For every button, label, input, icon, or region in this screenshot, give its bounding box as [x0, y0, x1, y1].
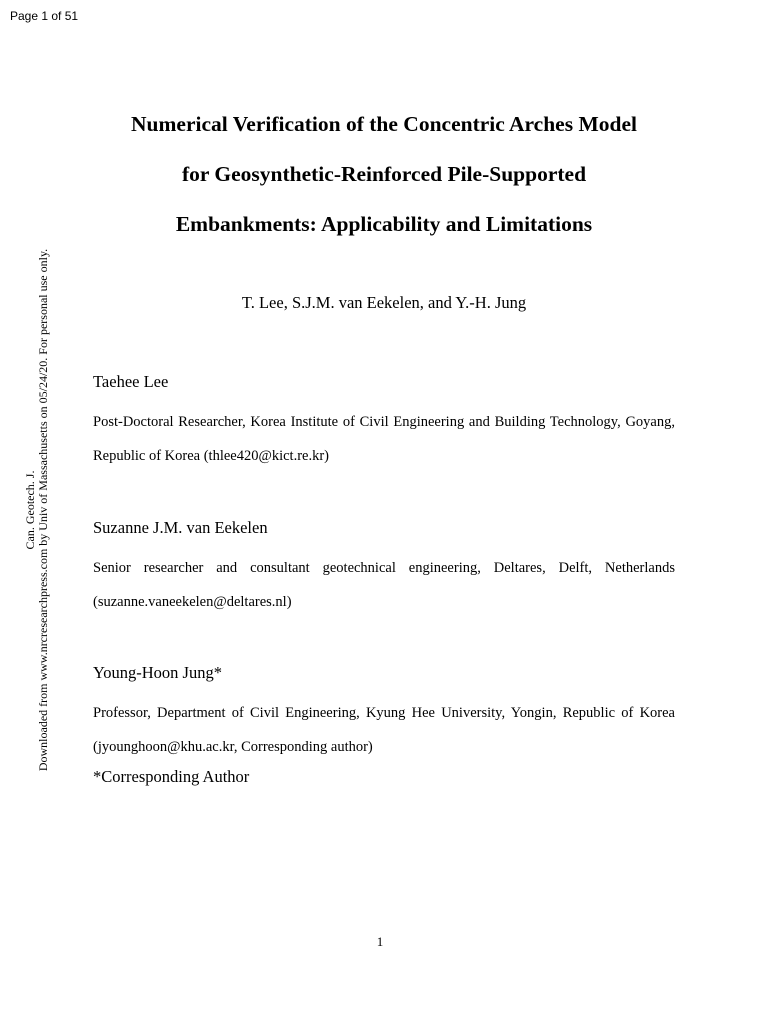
title-line-1: Numerical Verification of the Concentric Arches Model	[131, 112, 637, 136]
title-line-3: Embankments: Applicability and Limitations	[175, 212, 593, 236]
author-block	[93, 662, 675, 764]
corresponding-author-note: *Corresponding Author	[93, 767, 250, 786]
author-block	[93, 371, 675, 473]
author-name: Young-Hoon Jung*	[93, 663, 222, 682]
title-line-2: for Geosynthetic-Reinforced Pile-Supported	[181, 162, 587, 186]
author-affiliation: Professor, Department of Civil Engineering, Kyung Hee University, Yongin, Republic of Korea (jyounghoon@khu.ac.kr, Corresponding author)	[93, 705, 675, 755]
author-name: Suzanne J.M. van Eekelen	[93, 518, 268, 537]
journal-name: Can. Geotech. J.	[23, 470, 37, 550]
author-block	[93, 517, 675, 619]
download-watermark	[24, 249, 50, 771]
author-list: T. Lee, S.J.M. van Eekelen, and Y.-H. Jung	[241, 293, 527, 312]
author-affiliation: Senior researcher and consultant geotechnical engineering, Deltares, Delft, Netherlands (suzanne.vaneekelen@deltares.nl)	[93, 560, 675, 610]
download-notice: Downloaded from www.nrcresearchpress.com by Univ of Massachusetts on 05/24/20. For personal use only.	[36, 248, 50, 772]
page-counter: Page 1 of 51	[10, 9, 79, 23]
page-number: 1	[376, 934, 384, 949]
author-affiliation: Post-Doctoral Researcher, Korea Institute of Civil Engineering and Building Technology, Goyang, Republic of Korea (thlee420@kict.re.kr)	[93, 414, 675, 464]
paper-title	[84, 99, 684, 249]
author-name: Taehee Lee	[93, 372, 169, 391]
